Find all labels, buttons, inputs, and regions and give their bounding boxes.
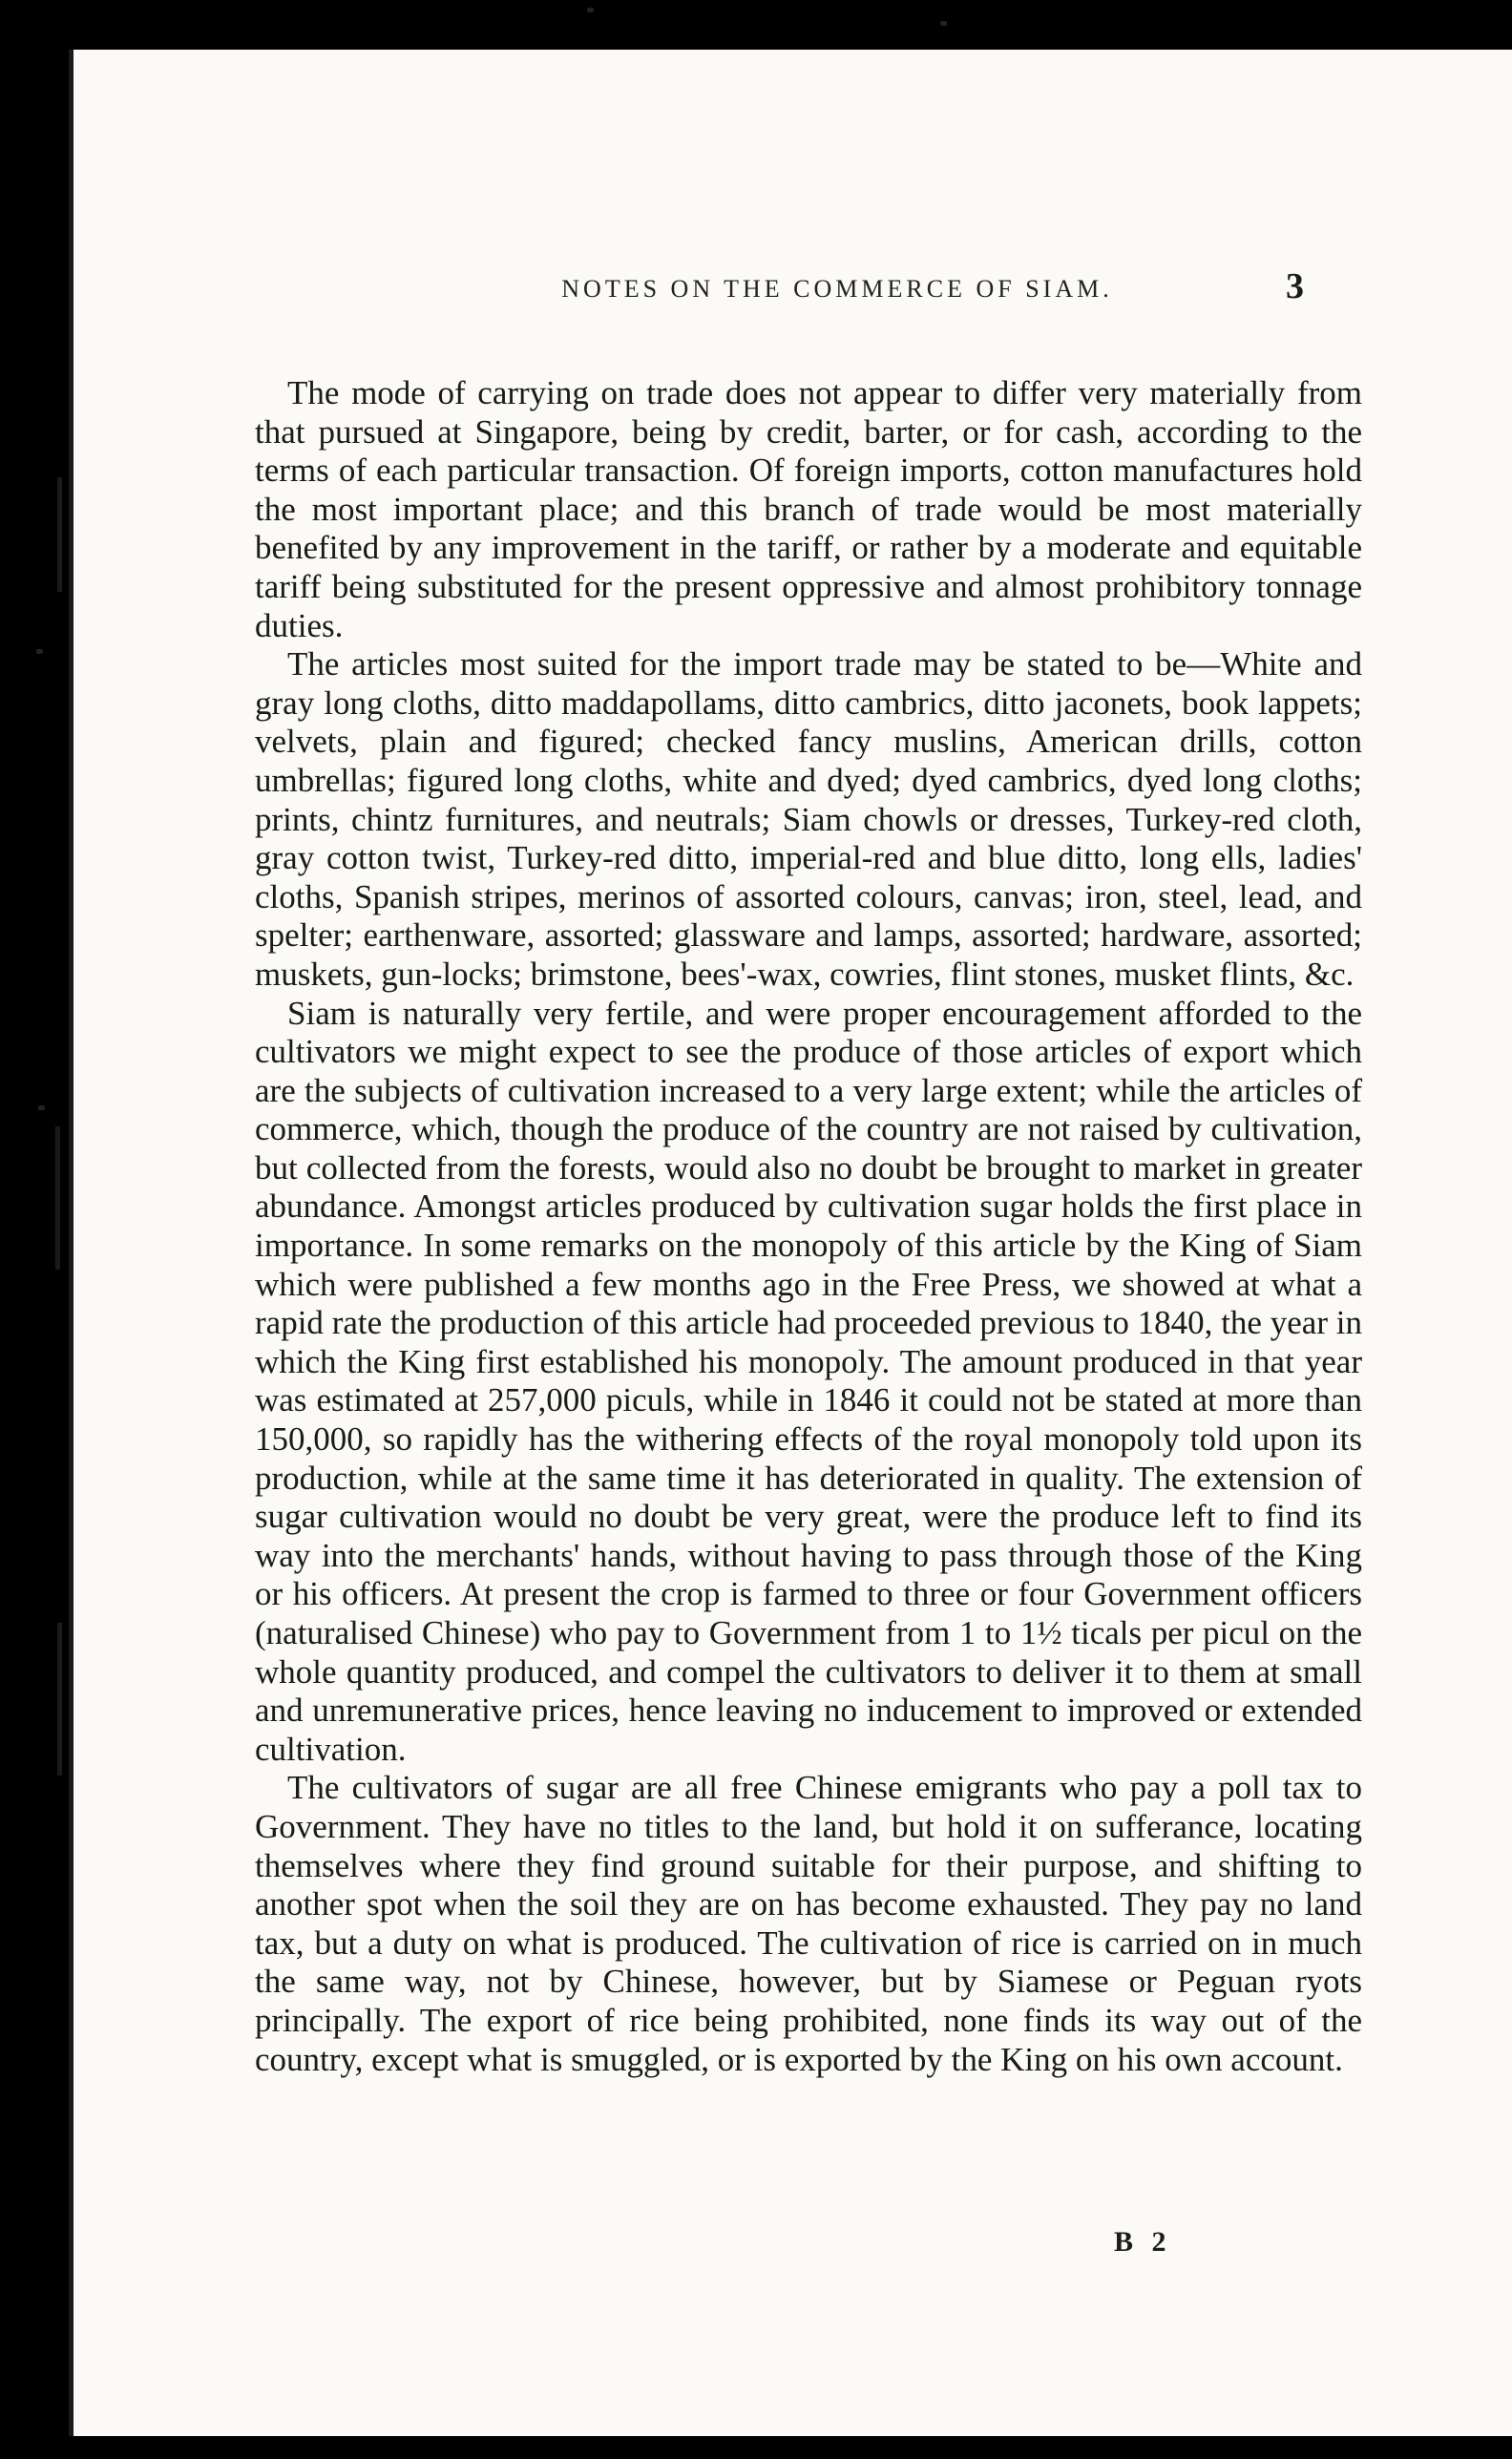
body-text (255, 374, 1362, 2079)
paragraph: The mode of carrying on trade does not appear to differ very materially from that pursued at Singapore, being by credit, barter, or for cash, according to the terms of each particular transaction. Of foreign imports, cotton manufactures hold the most important place; and this branch of trade would be most materially benefited by any improvement in the tariff, or rather by a moderate and equitable tariff being substituted for the present oppressive and almost prohibitory tonnage duties. (255, 374, 1362, 644)
scan-speck (38, 1105, 45, 1110)
paragraph: The articles most suited for the import trade may be stated to be—White and gray long cloths, ditto maddapollams, ditto cambrics, ditto jaconets, book lappets; velvets, plain and figured; checked fancy muslins, American drills, cotton umbrellas; figured long cloths, white and dyed; dyed cambrics, dyed long cloths; prints, chintz furnitures, and neutrals; Siam chowls or dresses, Turkey-red cloth, gray cotton twist, Turkey-red ditto, imperial-red and blue ditto, long ells, ladies' cloths, Spanish stripes, merinos of assorted colours, canvas; iron, steel, lead, and spelter; earthenware, assorted; glassware and lamps, assorted; hardware, assorted; muskets, gun-locks; brimstone, bees'-wax, cowries, flint stones, musket flints, &c. (255, 645, 1362, 993)
paragraph: The cultivators of sugar are all free Chinese emigrants who pay a poll tax to Government. They have no titles to the land, but hold it on sufferance, locating themselves where they find ground suitable for their purpose, and shifting to another spot when the soil they are on has become exhausted. They pay no land tax, but a duty on what is produced. The cultivation of rice is carried on in much the same way, not by Chinese, however, but by Siamese or Peguan ryots principally. The export of rice being prohibited, none finds its way out of the country, except what is smuggled, or is exported by the King on his own account. (255, 1769, 1362, 2078)
signature-mark: B 2 (1114, 2226, 1172, 2258)
scan-speck (940, 21, 947, 26)
scan-speck (587, 8, 594, 12)
paragraph: Siam is naturally very fertile, and were proper encouragement afforded to the cultivators we might expect to see the produce of those articles of export which are the subjects of cultivation increased to a very large extent; while the articles of commerce, which, though the produce of the country are not raised by cultivation, but collected from the forests, would also no doubt be brought to market in greater abundance. Amongst articles produced by cultivation sugar holds the first place in importance. In some remarks on the monopoly of this article by the King of Siam which were published a few months ago in the Free Press, we showed at what a rapid rate the production of this article had proceeded previous to 1840, the year in which the King first established his monopoly. The amount produced in that year was estimated at 257,000 piculs, while in 1846 it could not be stated at more than 150,000, so rapidly has the withering effects of the royal monopoly told upon its production, while at the same time it has deteriorated in quality. The extension of sugar cultivation would no doubt be very great, were the produce left to find its way into the merchants' hands, without having to pass through those of the King or his officers. At present the crop is farmed to three or four Government officers (naturalised Chinese) who pay to Government from 1 to 1½ ticals per picul on the whole quantity produced, and compel the cultivators to deliver it to them at small and unremunerative prices, hence leaving no inducement to improved or extended cultivation. (255, 994, 1362, 1768)
scan-speck (36, 649, 43, 654)
binding-mark (55, 1126, 60, 1270)
binding-mark (57, 477, 62, 592)
book-page (69, 50, 1512, 2436)
running-head: NOTES ON THE COMMERCE OF SIAM. (561, 275, 1113, 303)
page-number: 3 (1286, 266, 1304, 306)
binding-mark (57, 1623, 62, 1776)
